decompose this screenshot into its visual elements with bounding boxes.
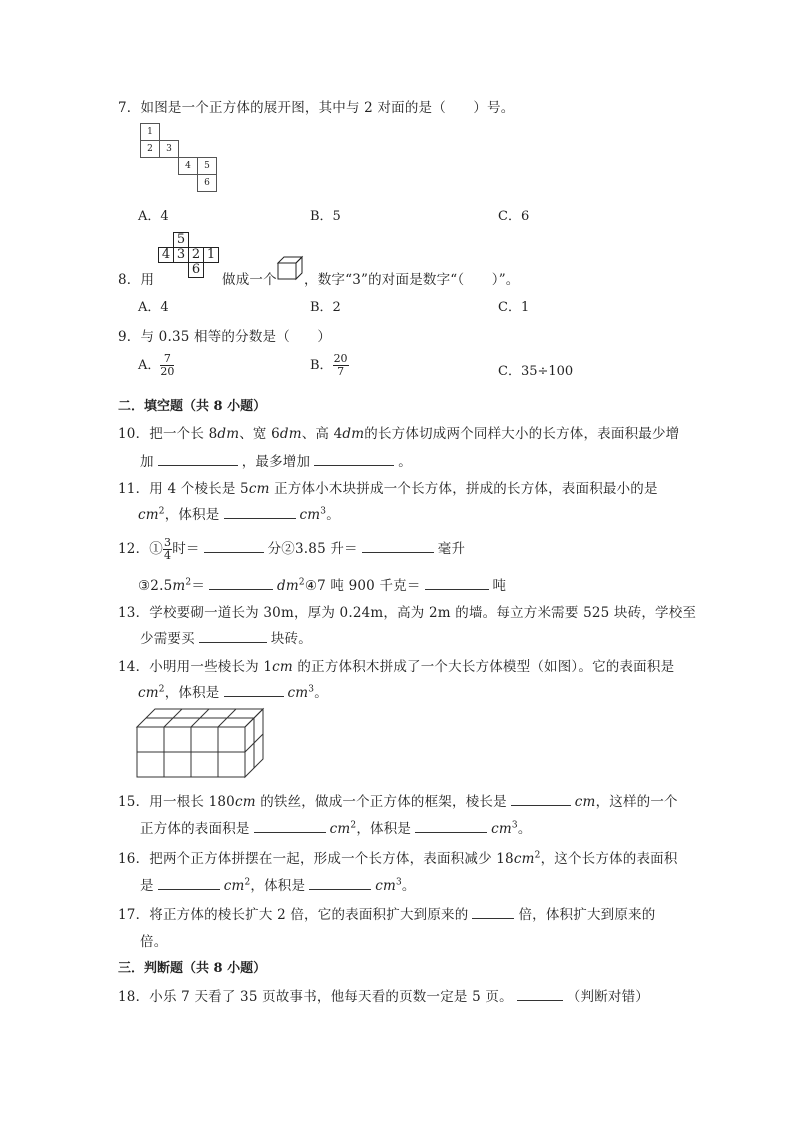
question-8-mid: 做成一个 [222, 272, 277, 288]
net-cell: 4 [159, 248, 174, 263]
section-heading-true-false: 三．判断题（共 8 小题） [118, 961, 267, 976]
exponent: 2 [244, 877, 251, 888]
text: ，这个长方体的表面积 [540, 851, 678, 867]
question-8-pre: 8．用 [118, 272, 155, 288]
text: 的长方体切成两个同样大小的长方体，表面积最少增 [364, 426, 680, 442]
question-14-line1 [118, 655, 674, 675]
text: 少需要买 [140, 631, 195, 647]
question-13-line2 [140, 627, 312, 647]
unit: cm [491, 821, 512, 837]
numerator: 3 [163, 536, 172, 549]
text: ，体积是 [164, 685, 220, 701]
text: ，体积是 [164, 507, 220, 523]
question-15-line1 [118, 790, 678, 810]
question-11-line1 [118, 477, 658, 497]
unit: cm [272, 659, 293, 675]
text: 12．① [118, 541, 163, 557]
text: 倍，体积扩大到原来的 [518, 907, 656, 923]
option-a [138, 353, 174, 378]
text: 15．用一根长 180 [118, 794, 235, 810]
text: ③2.5 [138, 578, 173, 594]
net-cell: 5 [174, 233, 189, 248]
fraction [163, 537, 172, 562]
text: 。 [314, 685, 328, 701]
exponent: 2 [158, 506, 165, 517]
exponent: 3 [308, 684, 315, 695]
question-11-line2 [138, 503, 340, 523]
answer-blank[interactable] [511, 793, 571, 806]
exponent: 2 [298, 577, 305, 588]
fraction [160, 353, 174, 378]
answer-blank[interactable] [199, 630, 267, 643]
text: 10．把一个长 8 [118, 426, 218, 442]
answer-blank[interactable] [158, 877, 220, 890]
question-10-line2 [140, 450, 412, 470]
answer-blank[interactable] [224, 506, 296, 519]
text: 正方体小木块拼成一个长方体，拼成的长方体，表面积最小的是 [269, 481, 658, 497]
option-c: C．1 [498, 300, 530, 315]
option-b: B．2 [310, 300, 341, 315]
net-cell: 2 [189, 248, 204, 263]
net-cell: 1 [204, 248, 219, 263]
unit: cm [513, 851, 535, 867]
unit: dm [217, 426, 240, 442]
option-b [310, 353, 349, 378]
text: 16．把两个正方体拼摆在一起，形成一个长方体，表面积减少 18 [118, 851, 514, 867]
fraction [333, 353, 349, 378]
answer-blank[interactable] [472, 906, 514, 919]
denominator: 4 [163, 549, 172, 562]
text: 正方体的表面积是 [140, 821, 250, 837]
text: 。 [326, 507, 340, 523]
option-label: A． [138, 358, 161, 373]
section-heading-fill-in: 二．填空题（共 8 小题） [118, 399, 267, 414]
text: 时＝ [172, 541, 200, 557]
unit: cm [248, 481, 270, 497]
question-14-line2 [138, 681, 328, 701]
text: （判断对错） [566, 989, 649, 1005]
unit: dm [342, 426, 365, 442]
question-12-line2 [138, 574, 506, 594]
unit: cm [574, 794, 596, 810]
net-cell: 6 [189, 263, 204, 278]
answer-blank[interactable] [224, 684, 284, 697]
cube-icon [276, 253, 304, 281]
text: ④7 吨 900 千克＝ [304, 578, 421, 594]
question-15-line2 [140, 817, 532, 837]
answer-blank[interactable] [309, 877, 371, 890]
net-cell: 3 [174, 248, 189, 263]
numerator: 7 [160, 353, 174, 366]
unit: dm [277, 578, 299, 594]
net-cell: 6 [198, 175, 217, 192]
option-c: C．6 [498, 209, 530, 224]
numerator: 20 [333, 352, 348, 365]
text: 11．用 4 个棱长是 5 [118, 481, 249, 497]
exponent: 2 [185, 577, 192, 588]
option-a: A．4 [138, 300, 169, 315]
answer-blank[interactable] [204, 540, 264, 553]
exponent: 2 [534, 850, 541, 861]
denominator: 20 [160, 365, 175, 378]
unit: cm [299, 507, 321, 523]
text: 17．将正方体的棱长扩大 2 倍，它的表面积扩大到原来的 [118, 907, 469, 923]
text: 、高 4 [301, 426, 343, 442]
option-a: A．4 [138, 209, 169, 224]
unit: dm [279, 426, 302, 442]
text: 。 [398, 454, 412, 470]
answer-blank[interactable] [314, 453, 394, 466]
net-cell: 5 [198, 158, 217, 175]
option-b: B．5 [310, 209, 341, 224]
exponent: 3 [320, 506, 327, 517]
question-17-line1 [118, 903, 655, 923]
unit: cm [375, 878, 396, 894]
answer-blank[interactable] [254, 820, 326, 833]
text: ＝ [191, 578, 206, 594]
text: ，体积是 [250, 878, 306, 894]
unit: cm [287, 685, 309, 701]
question-13-line1: 13．学校要砌一道长为 30m，厚为 0.24m，高为 2m 的墙。每立方米需要 525 块砖，学校至 [118, 605, 697, 621]
text: 块砖。 [270, 631, 312, 647]
question-18 [118, 985, 649, 1005]
net-cell: 1 [141, 124, 160, 141]
question-12-line1 [118, 537, 465, 562]
question-7-text: 7．如图是一个正方体的展开图，其中与 2 对面的是（ ）号。 [118, 100, 515, 116]
answer-blank[interactable] [415, 820, 487, 833]
answer-blank[interactable] [362, 540, 434, 553]
unit: cm [234, 794, 256, 810]
question-10-line1 [118, 422, 679, 442]
text: 14．小明用一些棱长为 1 [118, 659, 273, 675]
text: 18．小乐 7 天看了 35 页故事书，他每天看的页数一定是 5 页。 [118, 989, 513, 1005]
text: 吨 [492, 578, 507, 594]
text: 毫升 [437, 541, 466, 557]
net-cell: 2 [141, 141, 160, 158]
question-16-line2 [140, 874, 416, 894]
answer-blank[interactable] [517, 988, 563, 1001]
text: ，体积是 [356, 821, 412, 837]
cube-net-figure-q8 [158, 232, 219, 278]
exponent: 3 [511, 820, 518, 831]
question-9-text: 9．与 0.35 相等的分数是（ ） [118, 329, 332, 345]
text: ，这样的一个 [595, 794, 678, 810]
text: 的铁丝，做成一个正方体的框架，棱长是 [255, 794, 507, 810]
answer-blank[interactable] [158, 453, 238, 466]
question-8-post: ，数字“3”的对面是数字“（ ）”。 [304, 272, 520, 288]
exponent: 2 [158, 684, 165, 695]
text: ，最多增加 [241, 454, 311, 470]
exponent: 3 [395, 877, 402, 888]
answer-blank[interactable] [425, 577, 489, 590]
text: 的正方体积木拼成了一个大长方体模型（如图）。它的表面积是 [292, 659, 675, 675]
unit: m [172, 578, 186, 594]
text: 是 [140, 878, 154, 894]
text: 。 [517, 821, 532, 837]
unit: cm [223, 878, 245, 894]
net-cell: 4 [179, 158, 198, 175]
unit: cm [138, 685, 159, 701]
denominator: 7 [337, 365, 345, 378]
text: 分②3.85 升＝ [267, 541, 358, 557]
unit: cm [329, 821, 351, 837]
option-c: C．35÷100 [498, 364, 574, 379]
cuboid-model-figure [135, 705, 265, 779]
exponent: 2 [350, 820, 357, 831]
unit: cm [138, 507, 159, 523]
text: 。 [401, 878, 416, 894]
text: 、宽 6 [239, 426, 280, 442]
answer-blank[interactable] [209, 577, 273, 590]
option-label: B． [310, 358, 333, 373]
cube-net-figure-q7 [140, 123, 217, 192]
question-17-line2: 倍。 [140, 934, 168, 950]
text: 加 [140, 454, 154, 470]
net-cell: 3 [160, 141, 179, 158]
question-16-line1 [118, 847, 678, 867]
